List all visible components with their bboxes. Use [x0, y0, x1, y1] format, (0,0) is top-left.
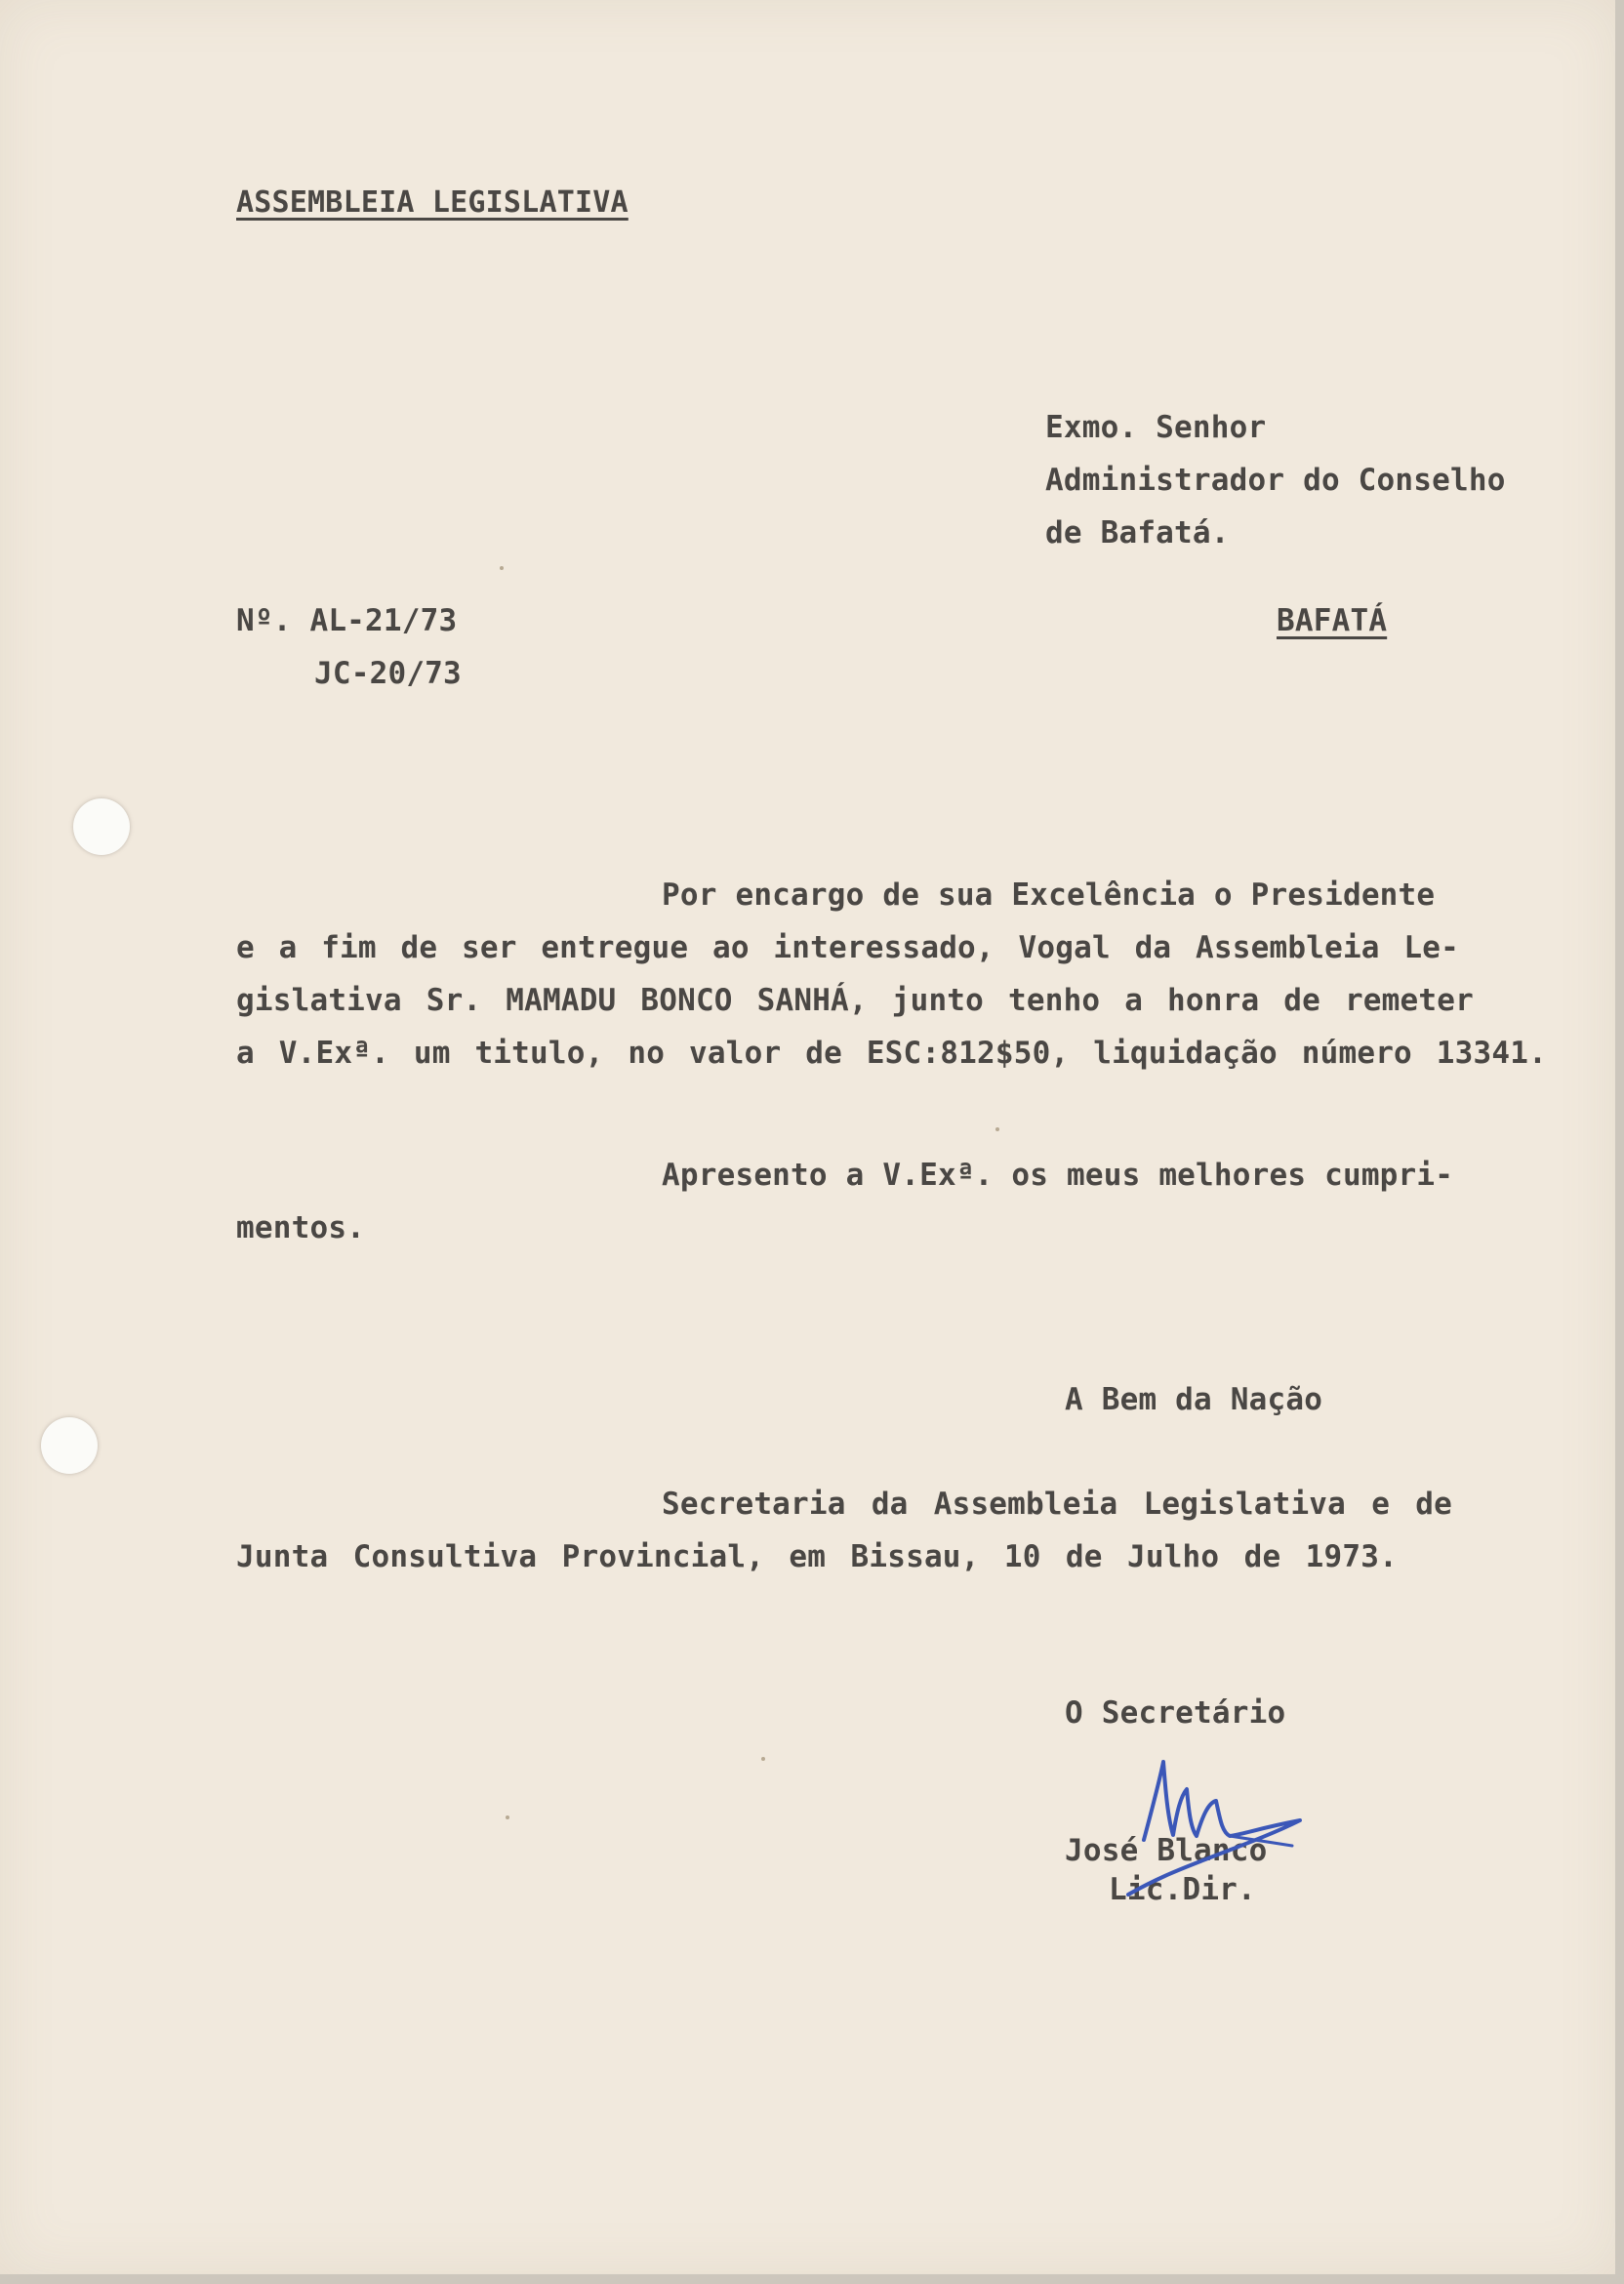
body-paragraph-2-line-1: Apresento a V.Exª. os meus melhores cumpri- — [662, 1158, 1454, 1193]
paper-speck — [995, 1127, 999, 1131]
paper-speck — [506, 1815, 509, 1819]
closing-place-line-2: Junta Consultiva Provincial, em Bissau, 10 de Julho de 1973. — [236, 1539, 1398, 1574]
closing-place-line-1: Secretaria da Assembleia Legislativa e de — [662, 1487, 1452, 1522]
signatory-name: José Blanco — [1065, 1833, 1268, 1868]
paper-speck — [500, 566, 504, 570]
body-paragraph-1-line-4: a V.Exª. um titulo, no valor de ESC:812$50, liquidação número 13341. — [236, 1036, 1547, 1071]
body-paragraph-1-line-1: Por encargo de sua Excelência o Presidente — [662, 877, 1436, 913]
body-paragraph-1-line-2: e a fim de ser entregue ao interessado, Vogal da Assembleia Le- — [236, 930, 1459, 965]
closing-salutation: A Bem da Nação — [1065, 1382, 1323, 1417]
punch-hole-bottom — [41, 1417, 98, 1474]
letterhead-title: ASSEMBLEIA LEGISLATIVA — [236, 185, 629, 220]
paper-speck — [761, 1757, 765, 1761]
addressee-title: Administrador do Conselho — [1045, 463, 1506, 498]
destination-city: BAFATÁ — [1277, 603, 1388, 638]
signatory-credential: Lic.Dir. — [1109, 1872, 1256, 1907]
signature-stroke — [1128, 1762, 1300, 1895]
reference-number-secondary: JC-20/73 — [314, 656, 462, 691]
signatory-title: O Secretário — [1065, 1695, 1286, 1731]
reference-number: Nº. AL-21/73 — [236, 603, 458, 638]
body-paragraph-1-line-3: gislativa Sr. MAMADU BONCO SANHÁ, junto tenho a honra de remeter — [236, 983, 1474, 1018]
addressee-salutation: Exmo. Senhor — [1045, 410, 1267, 445]
punch-hole-top — [73, 798, 130, 855]
handwritten-signature — [1083, 1742, 1318, 1908]
body-paragraph-2-line-2: mentos. — [236, 1210, 366, 1245]
addressee-location: de Bafatá. — [1045, 515, 1230, 551]
